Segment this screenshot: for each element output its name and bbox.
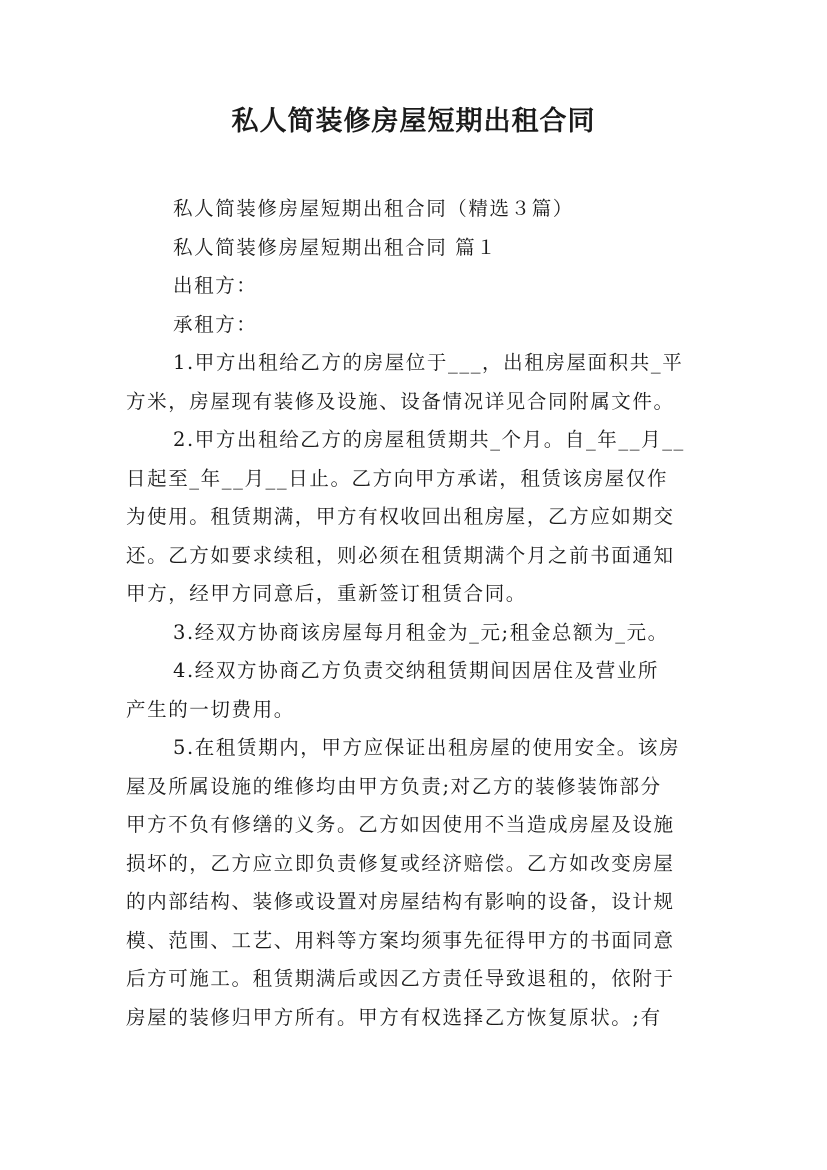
text-line: 出租方：: [173, 274, 258, 297]
text-line: 的内部结构、装修或设置对房屋结构有影响的设备，设计规: [126, 890, 675, 913]
text-line: 甲方不负有修缮的义务。乙方如因使用不当造成房屋及设施: [126, 813, 675, 836]
text-line: 后方可施工。租赁期满后或因乙方责任导致退租的，依附于: [126, 967, 675, 990]
text-line: 损坏的，乙方应立即负责修复或经济赔偿。乙方如改变房屋: [126, 851, 675, 875]
text-line: 房屋的装修归甲方所有。甲方有权选择乙方恢复原状。;有: [126, 1005, 662, 1029]
text-line: 5.在租赁期内，甲方应保证出租房屋的使用安全。该房: [173, 736, 681, 759]
text-line: 屋及所属设施的维修均由甲方负责;对乙方的装修装饰部分: [126, 774, 662, 798]
text-line: 甲方，经甲方同意后，重新签订租赁合同。: [126, 582, 527, 605]
text-line: 私人简装修房屋短期出租合同 篇１: [173, 235, 498, 259]
text-line: 3.经双方协商该房屋每月租金为_元;租金总额为_元。: [173, 620, 669, 644]
text-line: 承租方：: [173, 312, 258, 336]
text-line: 模、范围、工艺、用料等方案均须事先征得甲方的书面同意: [126, 928, 675, 952]
text-line: 日起至_年__月__日止。乙方向甲方承诺，租赁该房屋仅作: [126, 466, 669, 490]
text-line: 为使用。租赁期满，甲方有权收回出租房屋，乙方应如期交: [126, 505, 675, 528]
text-line: 方米，房屋现有装修及设施、设备情况详见合同附属文件。: [126, 389, 675, 413]
document-body: [126, 190, 706, 1037]
text-line: 还。乙方如要求续租，则必须在租赁期满个月之前书面通知: [126, 543, 675, 567]
text-line: 私人简装修房屋短期出租合同（精选３篇）: [173, 197, 574, 220]
document-title: 私人简装修房屋短期出租合同: [231, 106, 596, 137]
text-line: 4.经双方协商乙方负责交纳租赁期间因居住及营业所: [173, 659, 660, 682]
text-line: 1.甲方出租给乙方的房屋位于___，出租房屋面积共_平: [173, 351, 684, 374]
text-line: 产生的一切费用。: [126, 697, 295, 721]
text-line: 2.甲方出租给乙方的房屋租赁期共_个月。自_年__月__: [173, 428, 685, 451]
